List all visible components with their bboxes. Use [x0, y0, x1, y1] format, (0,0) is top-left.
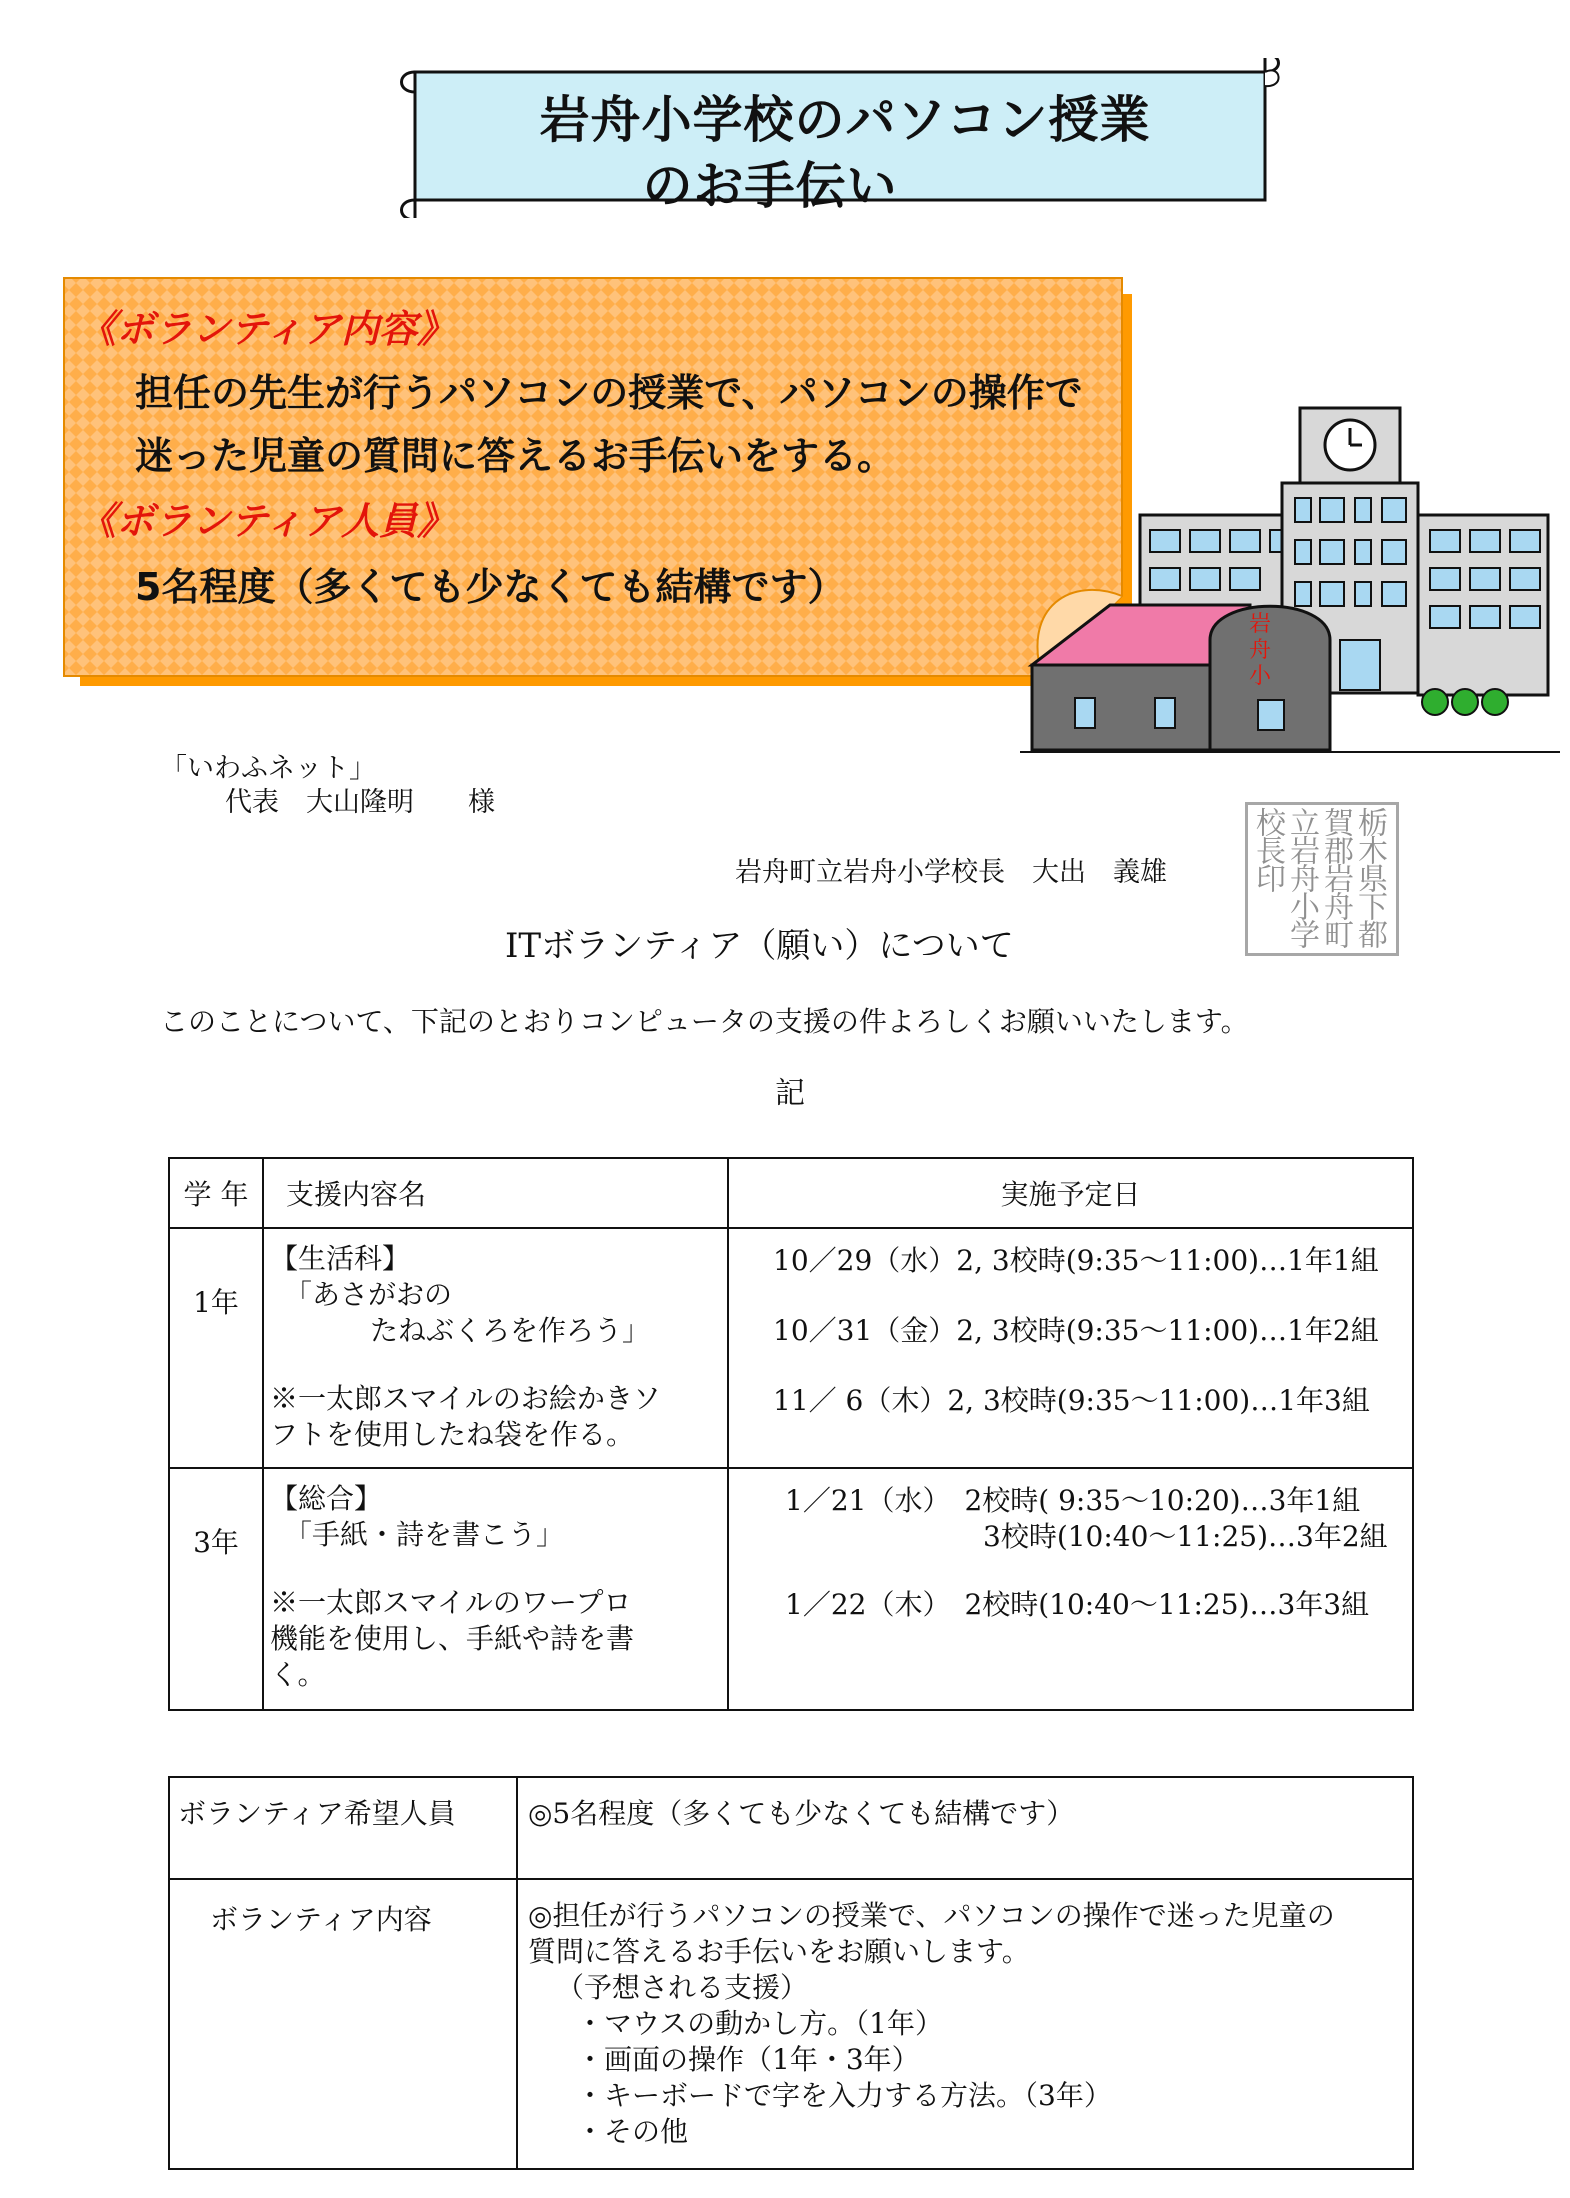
- volunteer-content-cell: [517, 1879, 1413, 2169]
- date-line: 1／21（水） 2校時( 9:35～10:20)…3年1組: [785, 1484, 1361, 1517]
- banner-title-line1: 岩舟小学校のパソコン授業: [539, 91, 1151, 149]
- banner-title-line2: のお手伝い: [642, 157, 898, 215]
- school-sign: 岩舟小: [1248, 612, 1271, 689]
- content-line: 「あさがおの: [284, 1278, 453, 1311]
- volunteer-content-label: ボランティア内容: [169, 1879, 517, 2169]
- content-cell: [263, 1228, 728, 1468]
- volunteer-content-line: 質問に答えるお手伝いをお願いします。: [528, 1935, 1030, 1968]
- dates-cell: [728, 1468, 1413, 1710]
- volunteer-content-line: ・キーボードで字を入力する方法。（3年）: [576, 2079, 1112, 2112]
- volunteer-count-value: ◎5名程度（多くても少なくても結構です）: [517, 1777, 1413, 1879]
- content-line: 機能を使用し、手紙や詩を書: [270, 1622, 635, 1655]
- date-line: 10／29（水）2, 3校時(9:35～11:00)…1年1組: [773, 1244, 1379, 1277]
- seal-text: 栃木県下都賀郡岩舟町立岩舟小学校長印: [1250, 807, 1387, 947]
- volunteer-content-line: ・画面の操作（1年・3年）: [576, 2043, 920, 2076]
- addressee-name: 代表 大山隆明 様: [225, 787, 495, 818]
- content-line: 「手紙・詩を書こう」: [284, 1518, 565, 1551]
- content-line: ※一太郎スマイルのお絵かきソ: [270, 1382, 661, 1415]
- content-cell: [263, 1468, 728, 1710]
- grade-cell: 1年: [169, 1228, 263, 1468]
- schedule-table: [168, 1157, 1414, 1711]
- school-building-illustration: [1020, 400, 1560, 760]
- grade-cell: 3年: [169, 1468, 263, 1710]
- content-line: ※一太郎スマイルのワープロ: [270, 1586, 632, 1619]
- info-heading-members: 《ボランティア人員》: [78, 499, 455, 543]
- info-body-members: 5名程度（多くても少なくても結構です）: [135, 565, 846, 609]
- ki-label: 記: [775, 1076, 805, 1111]
- sender-name: 岩舟町立岩舟小学校長 大出 義雄: [735, 857, 1167, 888]
- table-row: [169, 1777, 1413, 1879]
- content-line: 【総合】: [270, 1482, 383, 1515]
- date-line: 3校時(10:40～11:25)…3年2組: [983, 1520, 1388, 1553]
- volunteer-content-line: ・その他: [576, 2115, 689, 2148]
- letter-body: このことについて、下記のとおりコンピュータの支援の件よろしくお願いいたします。: [160, 1005, 1249, 1038]
- date-line: 11／ 6（木）2, 3校時(9:35～11:00)…1年3組: [773, 1384, 1370, 1417]
- dates-cell: [728, 1228, 1413, 1468]
- content-line: 【生活科】: [270, 1242, 411, 1275]
- volunteer-content-line: ◎担任が行うパソコンの授業で、パソコンの操作で迷った児童の: [528, 1899, 1335, 1932]
- volunteer-table: [168, 1776, 1414, 2170]
- table-row: [169, 1879, 1413, 2169]
- header-content: 支援内容名: [263, 1158, 728, 1228]
- content-line: たねぶくろを作ろう」: [370, 1314, 651, 1347]
- letter-subject: ITボランティア（願い）について: [505, 926, 1014, 966]
- principal-seal-stamp: [1245, 802, 1399, 956]
- table-row: [169, 1228, 1413, 1468]
- date-line: 1／22（木） 2校時(10:40～11:25)…3年3組: [785, 1588, 1370, 1621]
- volunteer-content-line: （予想される支援）: [556, 1971, 809, 2004]
- schedule-header-row: [169, 1158, 1413, 1228]
- header-grade: 学 年: [169, 1158, 263, 1228]
- content-line: く。: [270, 1658, 326, 1691]
- info-body-line1: 担任の先生が行うパソコンの授業で、パソコンの操作で: [135, 371, 1083, 415]
- header-dates: 実施予定日: [728, 1158, 1413, 1228]
- table-row: [169, 1468, 1413, 1710]
- date-line: 10／31（金）2, 3校時(9:35～11:00)…1年2組: [773, 1314, 1379, 1347]
- info-body-line2: 迷った児童の質問に答えるお手伝いをする。: [135, 434, 896, 478]
- addressee-org: 「いわふネット」: [160, 753, 376, 784]
- volunteer-count-label: ボランティア希望人員: [169, 1777, 517, 1879]
- info-heading-content: 《ボランティア内容》: [78, 307, 455, 351]
- volunteer-content-line: ・マウスの動かし方。（1年）: [576, 2007, 943, 2040]
- content-line: フトを使用したね袋を作る。: [270, 1418, 635, 1451]
